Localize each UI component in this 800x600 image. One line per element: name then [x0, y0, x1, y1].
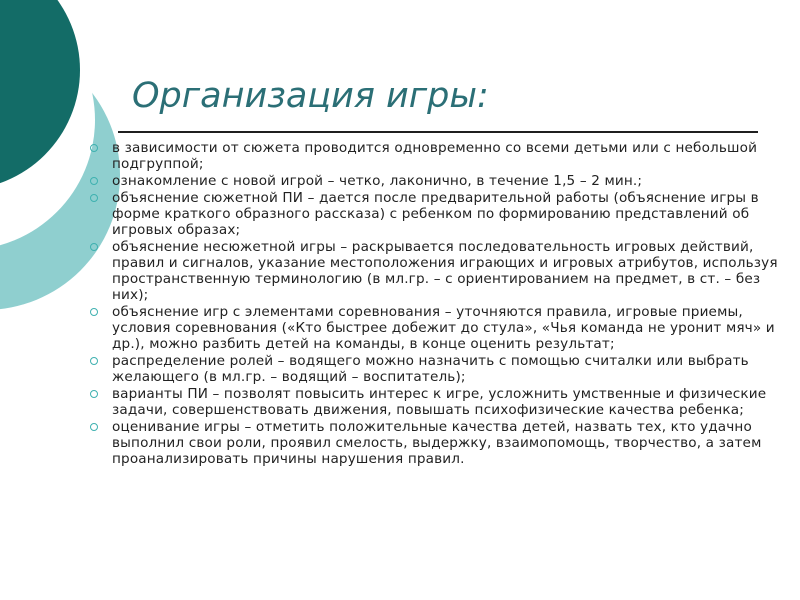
bullet-item — [90, 190, 790, 238]
bullet-text: объяснение сюжетной ПИ – дается после предварительной работы (объяснение игры в форме краткого образного рассказа) с ребенком по формированию представлений об игровых образах; — [112, 190, 759, 238]
bullet-circle-icon — [90, 144, 98, 152]
bullet-text: варианты ПИ – позволят повысить интерес к игре, усложнить умственные и физические задачи, совершенствовать движения, повышать психофизические качества ребенка; — [112, 386, 767, 418]
bullet-item — [90, 239, 790, 303]
slide-title: Организация игры: — [132, 76, 489, 116]
bullet-text: распределение ролей – водящего можно назначить с помощью считалки или выбрать желающего (в мл.гр. – водящий – воспитатель); — [112, 353, 749, 385]
bullet-circle-icon — [90, 423, 98, 431]
bullet-text: объяснение несюжетной игры – раскрывается последовательность игровых действий, правил и сигналов, указание местоположения играющих и игровых атрибутов, используя пространственную терминологию (в мл.гр. – с ориентированием на предмет, в ст. – без них); — [112, 239, 778, 303]
bullet-circle-icon — [90, 390, 98, 398]
bullet-item — [90, 304, 790, 352]
bullet-item — [90, 419, 790, 467]
bullet-item — [90, 140, 790, 172]
bullet-text: объяснение игр с элементами соревнования – уточняются правила, игровые приемы, условия соревнования («Кто быстрее добежит до стула», «Чья команда не уронит мяч» и др.), можно разбить детей на команды, в конце оценить результат; — [112, 304, 775, 352]
bullet-text: оценивание игры – отметить положительные качества детей, назвать тех, кто удачно выполнил свои роли, проявил смелость, выдержку, взаимопомощь, творчество, а затем проанализировать причины нарушения правил. — [112, 419, 762, 467]
bullet-circle-icon — [90, 177, 98, 185]
bullet-item — [90, 173, 790, 189]
bullet-list — [90, 140, 790, 468]
bullet-circle-icon — [90, 357, 98, 365]
bullet-item — [90, 386, 790, 418]
bullet-circle-icon — [90, 308, 98, 316]
bullet-text: в зависимости от сюжета проводится одновременно со всеми детьми или с небольшой подгруппой; — [112, 140, 758, 172]
bullet-circle-icon — [90, 243, 98, 251]
bullet-circle-icon — [90, 194, 98, 202]
title-underline — [118, 131, 758, 133]
bullet-item — [90, 353, 790, 385]
bullet-text: ознакомление с новой игрой – четко, лаконично, в течение 1,5 – 2 мин.; — [112, 173, 643, 189]
